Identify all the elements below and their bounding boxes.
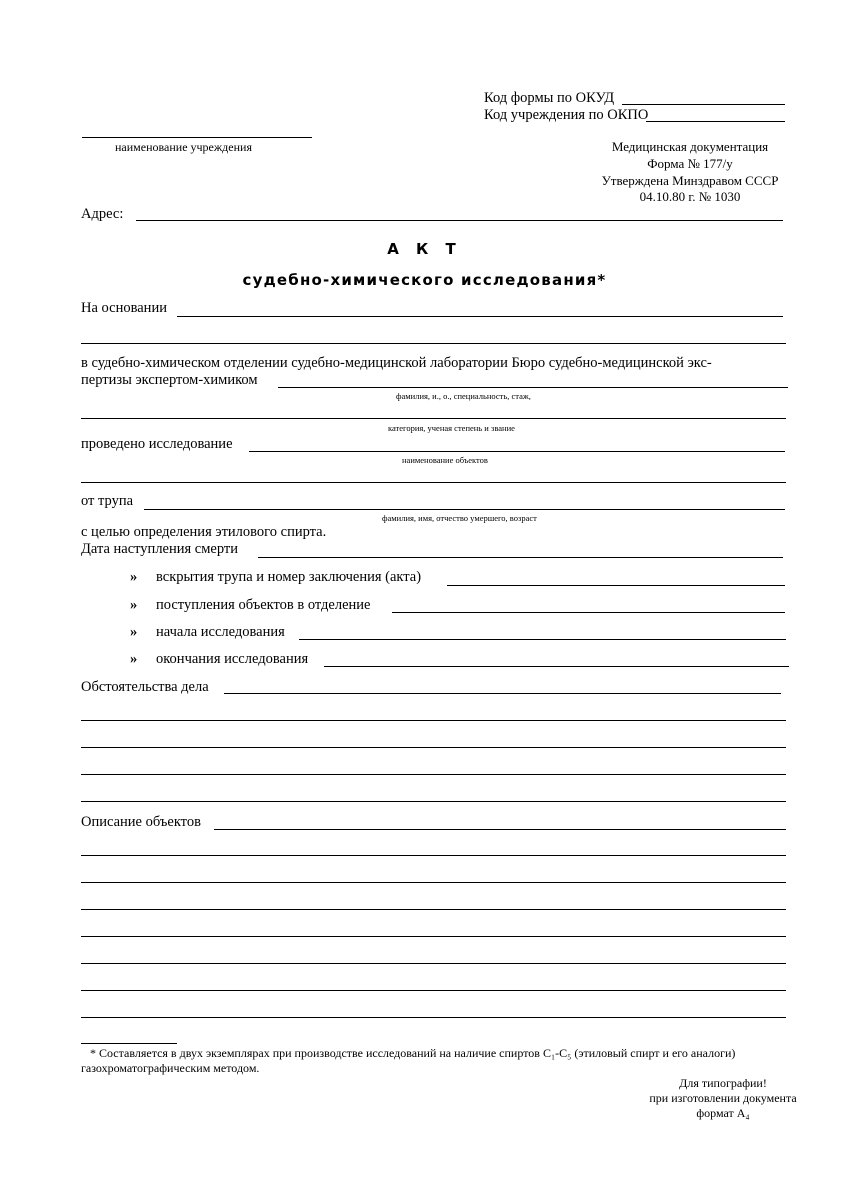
ditto-mark: » xyxy=(130,597,138,613)
autopsy-field[interactable] xyxy=(447,585,785,586)
objects-caption: наименование объектов xyxy=(402,455,488,465)
approved-date: 04.10.80 г. № 1030 xyxy=(639,189,741,204)
category-caption: категория, ученая степень и звание xyxy=(388,423,515,433)
autopsy-label: вскрытия трупа и номер заключения (акта) xyxy=(156,569,422,585)
start-label: начала исследования xyxy=(156,624,285,640)
corpse-caption: фамилия, имя, отчество умершего, возраст xyxy=(382,513,537,523)
basis-field[interactable] xyxy=(177,316,783,317)
footnote-line2: газохроматографическим методом. xyxy=(81,1061,260,1075)
objects-description-line[interactable] xyxy=(81,990,786,991)
address-label: Адрес: xyxy=(81,206,124,222)
print-note-line2: при изготовлении документа xyxy=(649,1091,797,1105)
objects-description-line[interactable] xyxy=(81,909,786,910)
start-field[interactable] xyxy=(299,639,786,640)
corpse-label: от трупа xyxy=(81,493,134,509)
objects-description-line[interactable] xyxy=(81,1017,786,1018)
objects-description-field[interactable] xyxy=(214,829,786,830)
circumstances-line[interactable] xyxy=(81,774,786,775)
lab-text-line1: в судебно-химическом отделении судебно-медицинской лаборатории Бюро судебно-медицинской экс- xyxy=(81,355,712,371)
circumstances-line[interactable] xyxy=(81,801,786,802)
document-title: А К Т xyxy=(387,240,462,258)
print-note-line1: Для типографии! xyxy=(679,1076,767,1090)
footnote-line1: * Составляется в двух экземплярах при производстве исследований на наличие спиртов С₁-С₅ (этиловый спирт и его аналоги) xyxy=(90,1046,736,1060)
end-field[interactable] xyxy=(324,666,789,667)
category-field[interactable] xyxy=(81,418,786,419)
purpose-text: с целью определения этилового спирта. xyxy=(81,524,327,540)
receipt-label: поступления объектов в отделение xyxy=(156,597,371,613)
okpo-field[interactable] xyxy=(646,121,785,122)
objects-description-line[interactable] xyxy=(81,855,786,856)
end-label: окончания исследования xyxy=(156,651,309,667)
institution-field[interactable] xyxy=(82,137,312,138)
research-field[interactable] xyxy=(249,451,785,452)
ditto-mark: » xyxy=(130,624,138,640)
okpo-label: Код учреждения по ОКПО xyxy=(484,107,649,123)
institution-caption: наименование учреждения xyxy=(115,140,252,154)
research-label: проведено исследование xyxy=(81,436,233,452)
form-number: Форма № 177/у xyxy=(647,156,733,171)
ditto-mark: » xyxy=(130,569,138,585)
okud-label: Код формы по ОКУД xyxy=(484,90,615,106)
objects-description-line[interactable] xyxy=(81,936,786,937)
okud-field[interactable] xyxy=(622,104,785,105)
print-note-line3: формат А₄ xyxy=(696,1106,750,1120)
circumstances-field[interactable] xyxy=(224,693,781,694)
corpse-field[interactable] xyxy=(144,509,785,510)
death-date-field[interactable] xyxy=(258,557,783,558)
basis-label: На основании xyxy=(81,300,167,316)
address-field[interactable] xyxy=(136,220,783,221)
lab-text-line2: пертизы экспертом-химиком xyxy=(81,372,258,388)
objects-description-label: Описание объектов xyxy=(81,814,201,830)
death-date-label: Дата наступления смерти xyxy=(81,541,239,557)
ditto-mark: » xyxy=(130,651,138,667)
document-subtitle: судебно-химического исследования* xyxy=(242,271,607,289)
expert-caption: фамилия, и., о., специальность, стаж, xyxy=(396,391,531,401)
objects-description-line[interactable] xyxy=(81,963,786,964)
basis-field-line2[interactable] xyxy=(81,343,786,344)
receipt-field[interactable] xyxy=(392,612,785,613)
med-doc-label: Медицинская документация xyxy=(611,139,769,154)
approved-by: Утверждена Минздравом СССР xyxy=(601,173,779,188)
objects-description-line[interactable] xyxy=(81,882,786,883)
expert-field[interactable] xyxy=(278,387,788,388)
circumstances-line[interactable] xyxy=(81,747,786,748)
circumstances-label: Обстоятельства дела xyxy=(81,679,209,695)
research-field-line2[interactable] xyxy=(81,482,786,483)
circumstances-line[interactable] xyxy=(81,720,786,721)
footnote-divider xyxy=(81,1043,177,1044)
